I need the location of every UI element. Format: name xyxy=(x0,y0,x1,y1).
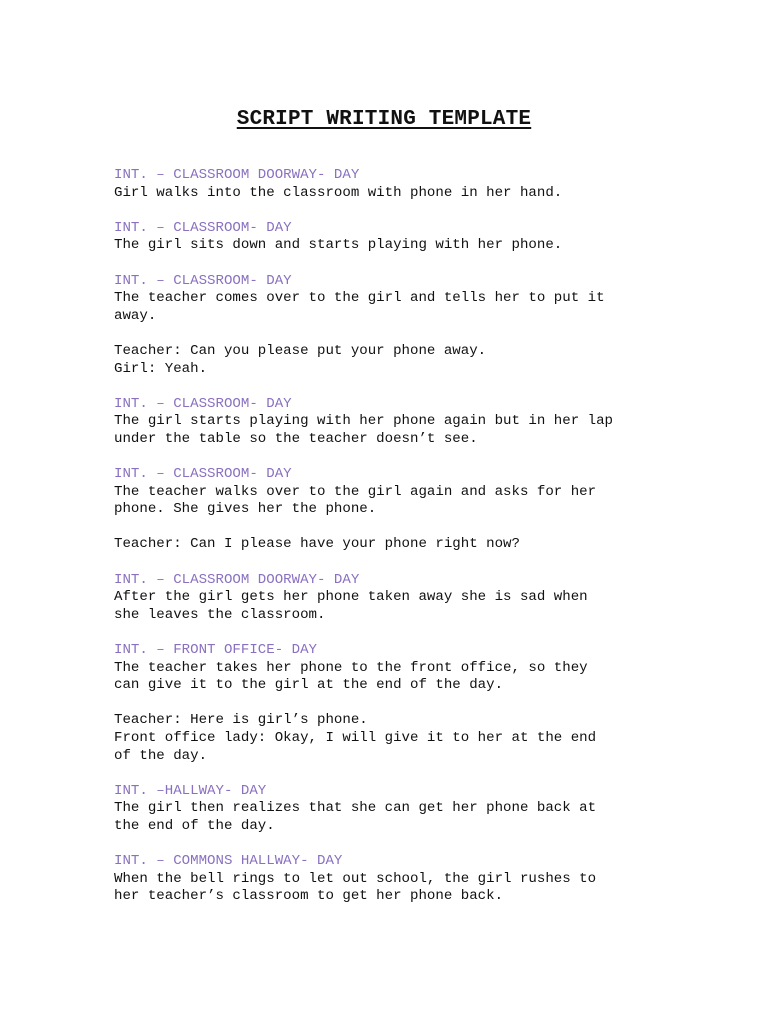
scene-heading: INT. – CLASSROOM DOORWAY- DAY xyxy=(114,571,360,588)
spacer xyxy=(114,255,654,273)
action-line: The girl sits down and starts playing with her phone. xyxy=(114,237,563,254)
action-line: The girl then realizes that she can get her phone back at xyxy=(114,800,597,817)
script-body xyxy=(114,167,654,906)
action-line: phone. She gives her the phone. xyxy=(114,501,377,518)
spacer xyxy=(114,519,654,537)
scene-heading: INT. – CLASSROOM- DAY xyxy=(114,272,292,289)
document-title xyxy=(0,106,768,134)
action-line: can give it to the girl at the end of the day. xyxy=(114,677,504,694)
action-line: Girl walks into the classroom with phone in her hand. xyxy=(114,184,563,201)
spacer xyxy=(114,449,654,467)
spacer xyxy=(114,325,654,343)
action-line: The teacher takes her phone to the front office, so they xyxy=(114,659,588,676)
spacer xyxy=(114,202,654,220)
action-line: The girl starts playing with her phone again but in her lap xyxy=(114,413,613,430)
dialogue-line: Teacher: Can I please have your phone right now? xyxy=(114,536,520,553)
action-line: When the bell rings to let out school, the girl rushes to xyxy=(114,870,597,887)
spacer xyxy=(114,378,654,396)
scene-heading: INT. – COMMONS HALLWAY- DAY xyxy=(114,853,343,870)
action-line: away. xyxy=(114,307,157,324)
spacer xyxy=(114,624,654,642)
scene-heading: INT. – FRONT OFFICE- DAY xyxy=(114,642,317,659)
document-title-text: SCRIPT WRITING TEMPLATE xyxy=(236,108,532,131)
action-line: the end of the day. xyxy=(114,817,275,834)
scene-heading: INT. – CLASSROOM- DAY xyxy=(114,219,292,236)
scene-heading: INT. – CLASSROOM DOORWAY- DAY xyxy=(114,167,360,183)
spacer xyxy=(114,765,654,783)
dialogue-line: Teacher: Here is girl’s phone. xyxy=(114,712,368,729)
spacer xyxy=(114,695,654,713)
action-line: she leaves the classroom. xyxy=(114,606,326,623)
scene-heading: INT. – CLASSROOM- DAY xyxy=(114,395,292,412)
scene-heading: INT. –HALLWAY- DAY xyxy=(114,782,267,799)
action-line: The teacher walks over to the girl again and asks for her xyxy=(114,483,597,500)
dialogue-line: Teacher: Can you please put your phone away. xyxy=(114,342,487,359)
dialogue-line: Front office lady: Okay, I will give it to her at the end xyxy=(114,730,597,746)
scene-heading: INT. – CLASSROOM- DAY xyxy=(114,466,292,483)
spacer xyxy=(114,554,654,572)
spacer xyxy=(114,836,654,854)
dialogue-line: of the day. xyxy=(114,747,208,764)
action-line: After the girl gets her phone taken away she is sad when xyxy=(114,589,588,606)
action-line: under the table so the teacher doesn’t see. xyxy=(114,430,478,447)
action-line: The teacher comes over to the girl and tells her to put it xyxy=(114,290,605,307)
dialogue-line: Girl: Yeah. xyxy=(114,360,208,377)
action-line: her teacher’s classroom to get her phone back. xyxy=(114,888,504,905)
